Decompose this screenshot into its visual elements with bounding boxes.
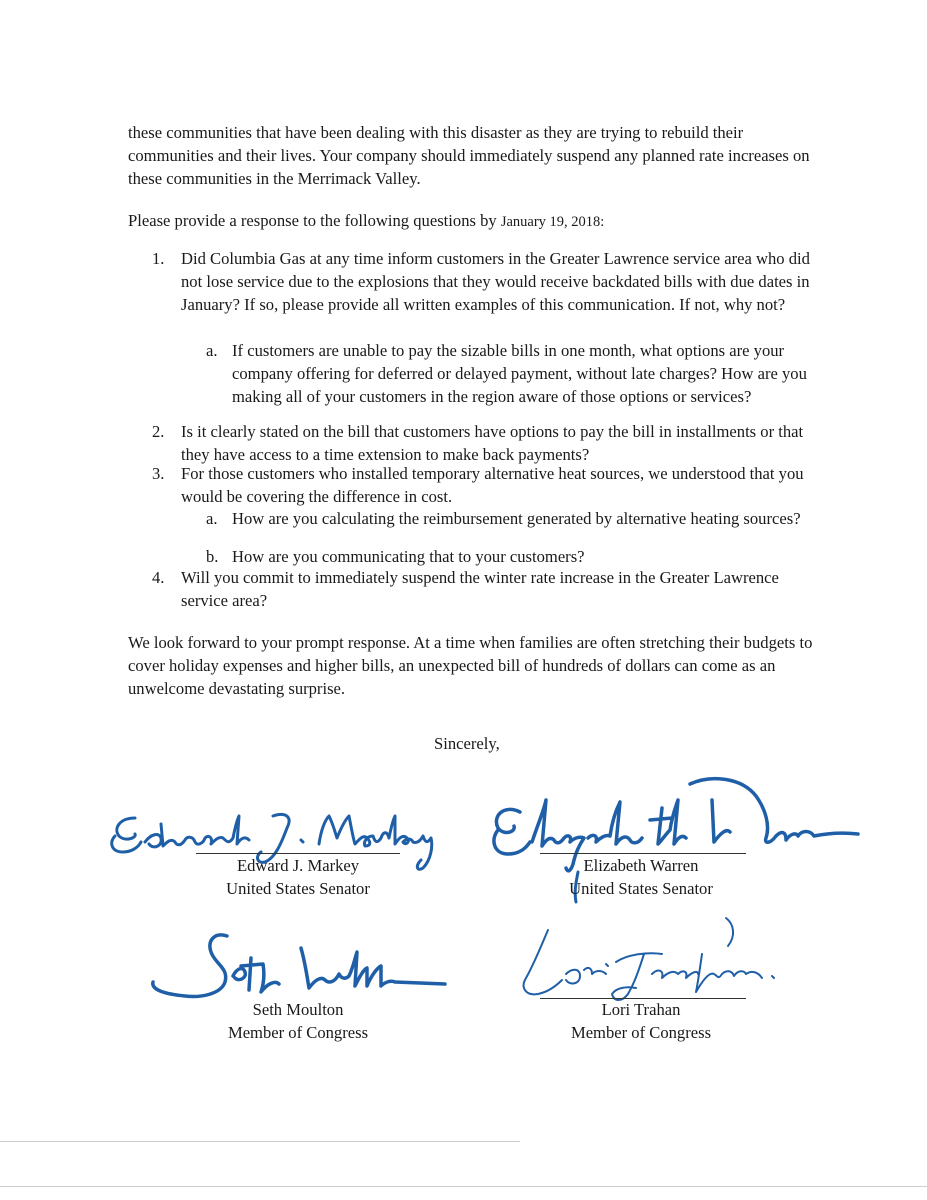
question-number: 3. [152,464,165,483]
sub-question-text: How are you communicating that to your customers? [232,547,585,566]
question-text: Will you commit to immediately suspend the winter rate increase in the Greater Lawrence service area? [181,568,779,610]
signatory-moulton [188,998,408,1044]
sub-question-letter: a. [206,509,218,528]
scan-artifact-line [0,1186,927,1187]
sub-question-letter: b. [206,547,219,566]
signatory-title: Member of Congress [227,1023,369,1042]
signature-trahan [512,912,792,1012]
scan-artifact-line [0,1141,520,1142]
question-text: Is it clearly stated on the bill that customers have options to pay the bill in installments or that they have access to a time extension to make back payments? [181,422,804,464]
signatory-warren [531,854,751,900]
signatory-name: Elizabeth Warren [583,856,699,875]
signatory-name: Seth Moulton [252,1000,344,1019]
signatory-markey [188,854,408,900]
intro-paragraph: these communities that have been dealing with this disaster as they are trying to rebuild their communities and their lives. Your company should immediately suspend any planned rate increases on these communities in the Merrimack Valley. [128,123,810,188]
question-number: 1. [152,249,165,268]
request-text: Please provide a response to the following questions by [128,211,497,230]
signatory-title: Member of Congress [570,1023,712,1042]
signatory-name: Edward J. Markey [236,856,360,875]
signatory-title: United States Senator [226,879,370,898]
question-number: 2. [152,422,165,441]
signatory-title: United States Senator [569,879,713,898]
closing-paragraph: We look forward to your prompt response. At a time when families are often stretching their budgets to cover holiday expenses and higher bills, an unexpected bill of hundreds of dollars can come as an unwelcome devastating surprise. [128,633,813,698]
signatory-trahan [531,998,751,1044]
request-paragraph [128,209,818,234]
question-text: For those customers who installed temporary alternative heat sources, we understood that you would be covering the difference in cost. [181,464,804,506]
sub-question-text: If customers are unable to pay the sizable bills in one month, what options are your company offering for deferred or delayed payment, without late charges? How are you making all of your customers in the region aware of those options or services? [232,341,807,406]
signatory-name: Lori Trahan [601,1000,681,1019]
sub-question-letter: a. [206,341,218,360]
response-deadline: January 19, 2018: [500,214,605,230]
sub-question-text: How are you calculating the reimbursement generated by alternative heating sources? [232,509,801,528]
question-text: Did Columbia Gas at any time inform customers in the Greater Lawrence service area who did not lose service due to the explosions that they would receive backdated bills with due dates in January? If so, please provide all written examples of this communication. If not, why not? [181,249,810,314]
question-number: 4. [152,568,165,587]
sign-off: Sincerely, [434,734,500,753]
